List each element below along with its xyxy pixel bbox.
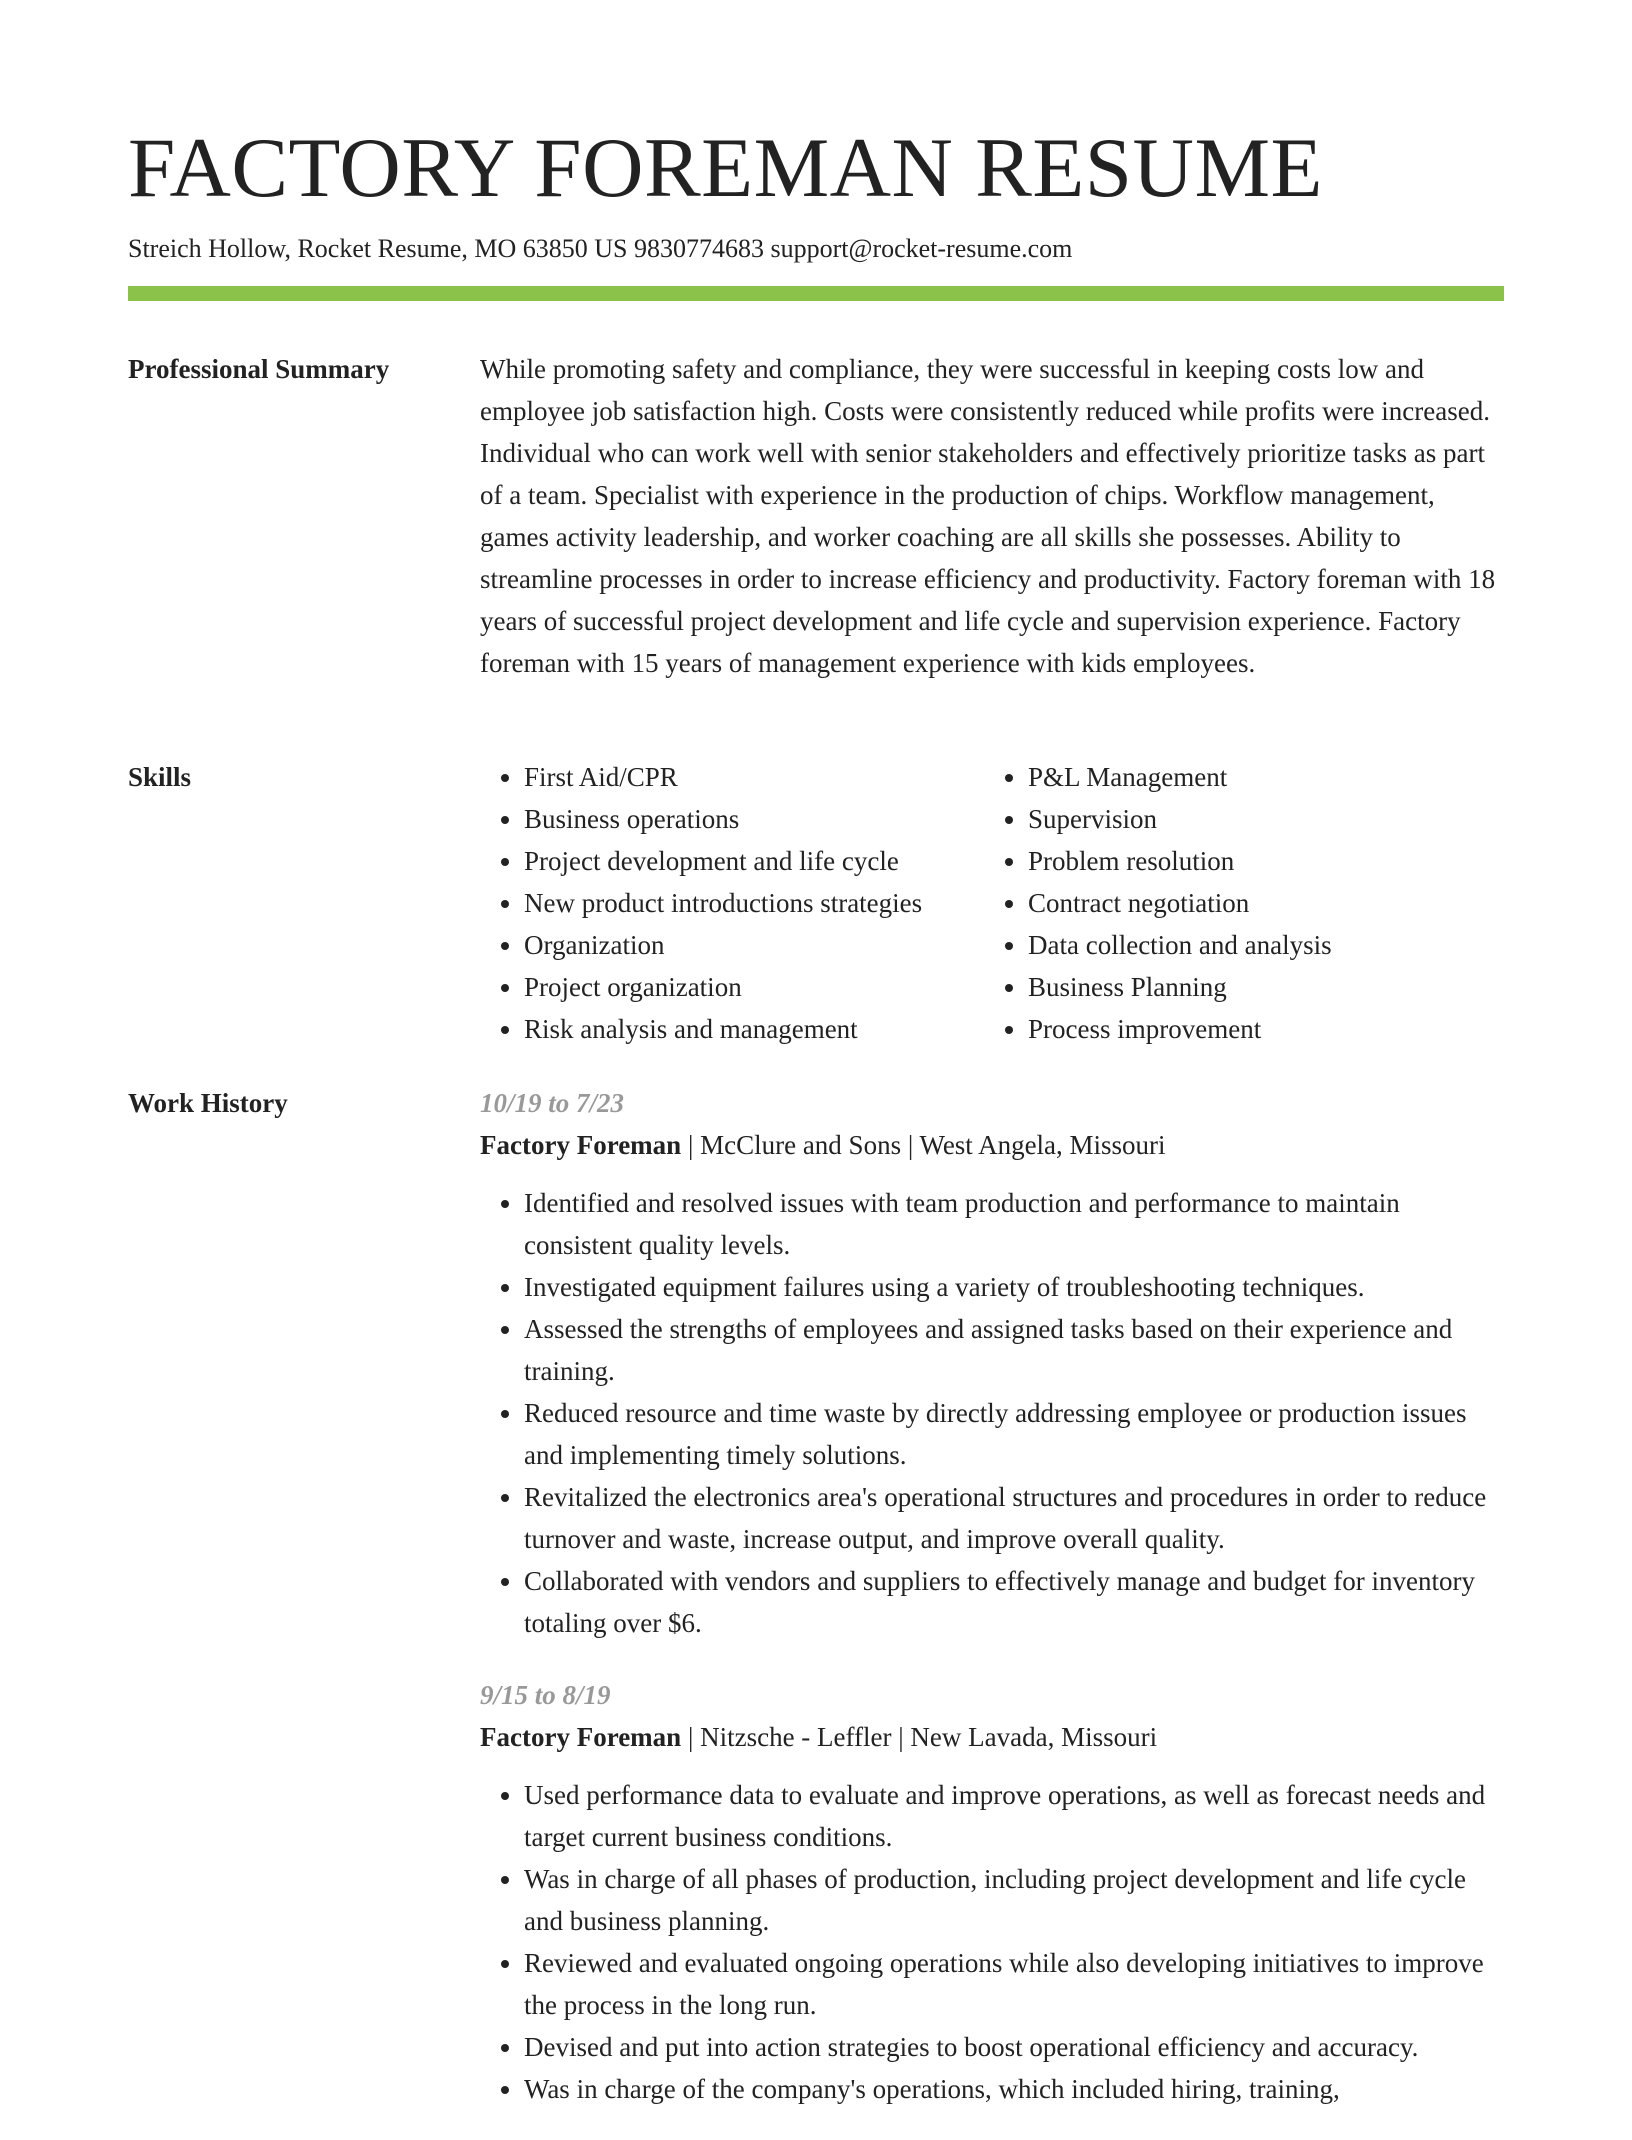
job-bullet-list [480,1182,1504,1644]
job-details: | McClure and Sons | West Angela, Missouri [681,1130,1166,1160]
job-bullet: • Revitalized the electronics area's operational structures and procedures in order to reduce turnover and waste, increase output, and improve overall quality. [524,1476,1504,1560]
job-title: Factory Foreman [480,1130,682,1160]
skill-item: • Supervision [1028,798,1488,840]
skill-item: • Process improvement [1028,1008,1488,1050]
job-bullet-list [480,1774,1504,2110]
job-bullet: • Used performance data to evaluate and improve operations, as well as forecast needs and target current business conditions. [524,1774,1504,1858]
work-history-body [480,1082,1504,2140]
skill-item: • Contract negotiation [1028,882,1488,924]
job-title: Factory Foreman [480,1722,682,1752]
skill-item: • Project development and life cycle [524,840,984,882]
job-dates: 9/15 to 8/19 [480,1680,611,1710]
job-bullet: • Investigated equipment failures using a variety of troubleshooting techniques. [524,1266,1504,1308]
header-divider [128,286,1504,301]
job-bullet: • Collaborated with vendors and suppliers to effectively manage and budget for inventory totaling over $6. [524,1560,1504,1644]
job-bullet: • Assessed the strengths of employees and assigned tasks based on their experience and training. [524,1308,1504,1392]
skill-item: • Project organization [524,966,984,1008]
skill-item: • Business operations [524,798,984,840]
job-heading [480,1716,1504,1758]
job-heading [480,1124,1504,1166]
skills-list-right [984,756,1488,1050]
summary-text: While promoting safety and compliance, they were successful in keeping costs low and employee job satisfaction high. Costs were consistently reduced while profits were increased. Individual who can work well with senior stakeholders and effectively prioritize tasks as part of a team. Specialist with experience in the production of chips. Workflow management, games activity leadership, and worker coaching are all skills she possesses. Ability to streamline processes in order to increase efficiency and productivity. Factory foreman with 18 years of successful project development and life cycle and supervision experience. Factory foreman with 15 years of management experience with kids employees. [480,354,1496,678]
job-details: | Nitzsche - Leffler | New Lavada, Missouri [681,1722,1158,1752]
work-history-label: Work History [128,1088,288,1118]
skill-item: • Business Planning [1028,966,1488,1008]
skill-item: • Organization [524,924,984,966]
skill-item: • P&L Management [1028,756,1488,798]
summary-label: Professional Summary [128,354,390,384]
job-entry [480,1674,1504,2110]
skill-item: • Problem resolution [1028,840,1488,882]
job-bullet: • Was in charge of the company's operations, which included hiring, training, [524,2068,1504,2110]
skill-item: • Risk analysis and management [524,1008,984,1050]
job-bullet: • Reduced resource and time waste by directly addressing employee or production issues and implementing timely solutions. [524,1392,1504,1476]
resume-title: FACTORY FOREMAN RESUME [128,121,1323,215]
job-bullet: • Was in charge of all phases of production, including project development and life cycle and business planning. [524,1858,1504,1942]
summary-body [480,348,1504,684]
job-dates: 10/19 to 7/23 [480,1088,625,1118]
job-bullet: • Devised and put into action strategies to boost operational efficiency and accuracy. [524,2026,1504,2068]
skills-label: Skills [128,762,192,792]
skill-item: • Data collection and analysis [1028,924,1488,966]
job-bullet: • Reviewed and evaluated ongoing operations while also developing initiatives to improve the process in the long run. [524,1942,1504,2026]
skill-item: • First Aid/CPR [524,756,984,798]
skill-item: • New product introductions strategies [524,882,984,924]
skills-body [480,756,1504,1050]
skills-list-left [480,756,984,1050]
job-bullet: • Identified and resolved issues with team production and performance to maintain consistent quality levels. [524,1182,1504,1266]
contact-line: Streich Hollow, Rocket Resume, MO 63850 US 9830774683 support@rocket-resume.com [128,234,1073,263]
job-entry [480,1082,1504,1644]
